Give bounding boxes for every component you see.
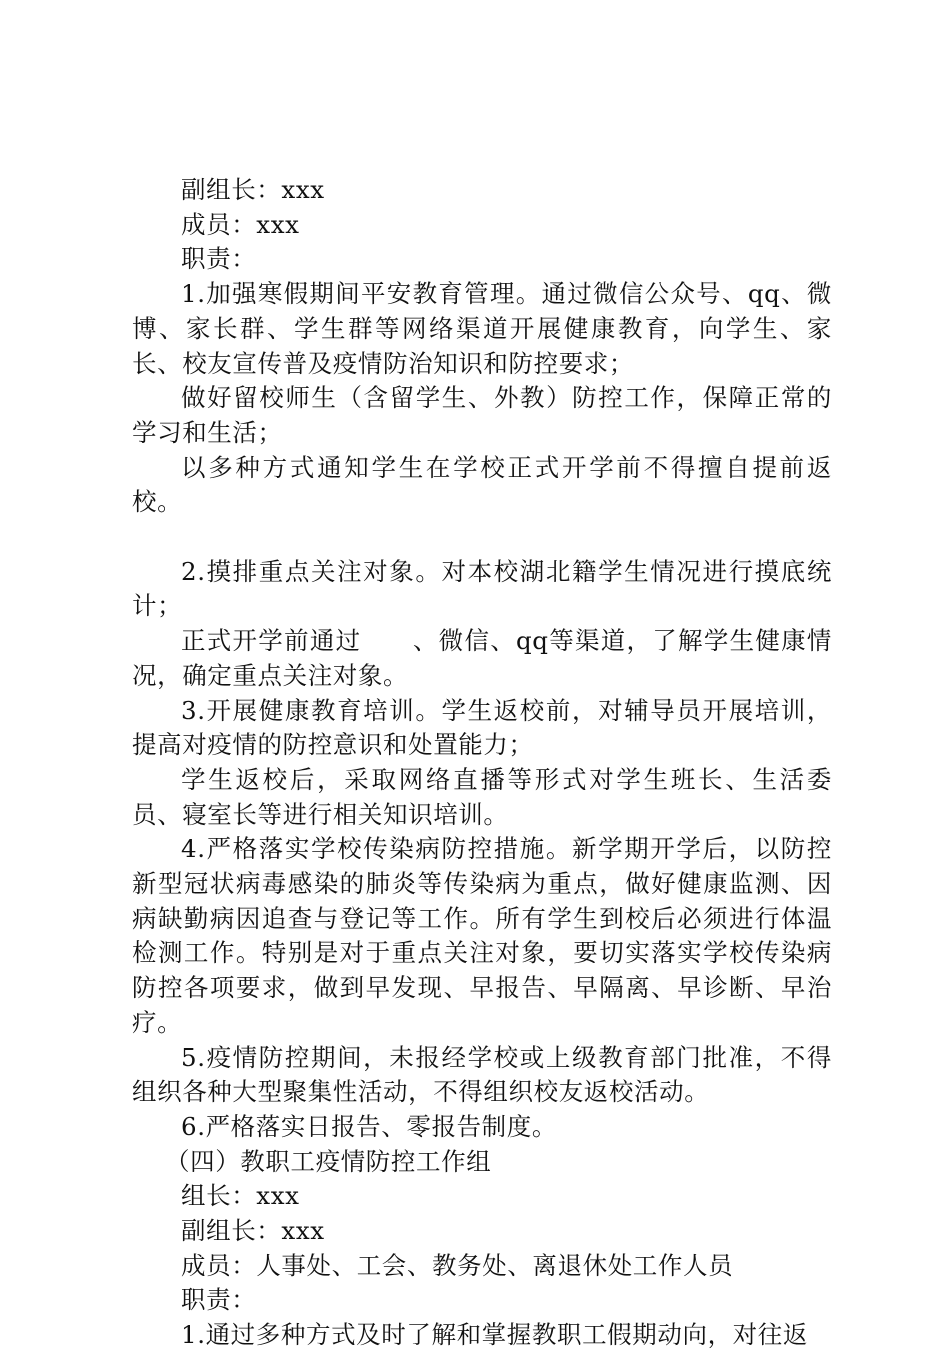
paragraph: 1.加强寒假期间平安教育管理。通过微信公众号、qq、微博、家长群、学生群等网络渠道开展健康教育，向学生、家长、校友宣传普及疫情防治知识和防控要求；: [132, 279, 832, 378]
paragraph: 5.疫情防控期间，未报经学校或上级教育部门批准，不得组织各种大型聚集性活动，不得组织校友返校活动。: [132, 1042, 832, 1107]
members-line: 成员：人事处、工会、教务处、离退休处工作人员: [181, 1250, 734, 1280]
paragraph: 6.严格落实日报告、零报告制度。: [181, 1111, 557, 1141]
paragraph: 2.摸排重点关注对象。对本校湖北籍学生情况进行摸底统计；: [132, 556, 832, 621]
paragraph: 3.开展健康教育培训。学生返校前，对辅导员开展培训，提高对疫情的防控意识和处置能力；: [132, 695, 832, 760]
duties-heading: 职责：: [181, 1285, 257, 1315]
paragraph: 1.通过多种方式及时了解和掌握教职工假期动向，对往返: [181, 1320, 808, 1350]
paragraph: 做好留校师生（含留学生、外教）防控工作，保障正常的学习和生活；: [132, 383, 832, 447]
deputy-leader-line: 副组长：xxx: [181, 175, 325, 204]
paragraph: 学生返校后，采取网络直播等形式对学生班长、生活委员、寝室长等进行相关知识培训。: [132, 764, 832, 829]
members-line: 成员：xxx: [181, 209, 300, 239]
deputy-leader-line: 副组长：xxx: [181, 1216, 325, 1246]
section-heading: （四）教职工疫情防控工作组: [165, 1146, 492, 1176]
paragraph: 正式开学前通过 、微信、qq等渠道，了解学生健康情况，确定重点关注对象。: [132, 626, 832, 690]
duties-heading: 职责：: [181, 244, 257, 274]
paragraph: 4.严格落实学校传染病防控措施。新学期开学后，以防控新型冠状病毒感染的肺炎等传染病为重点，做好健康监测、因病缺勤病因追查与登记等工作。所有学生到校后必须进行体温检测工作。特别是对于重点关注对象，要切实落实学校传染病防控各项要求，做到早发现、早报告、早隔离、早诊断、早治疗。: [132, 834, 832, 1037]
paragraph: 以多种方式通知学生在学校正式开学前不得擅自提前返校。: [132, 452, 832, 517]
document-body: [132, 173, 832, 1353]
leader-line: 组长：xxx: [181, 1181, 300, 1211]
